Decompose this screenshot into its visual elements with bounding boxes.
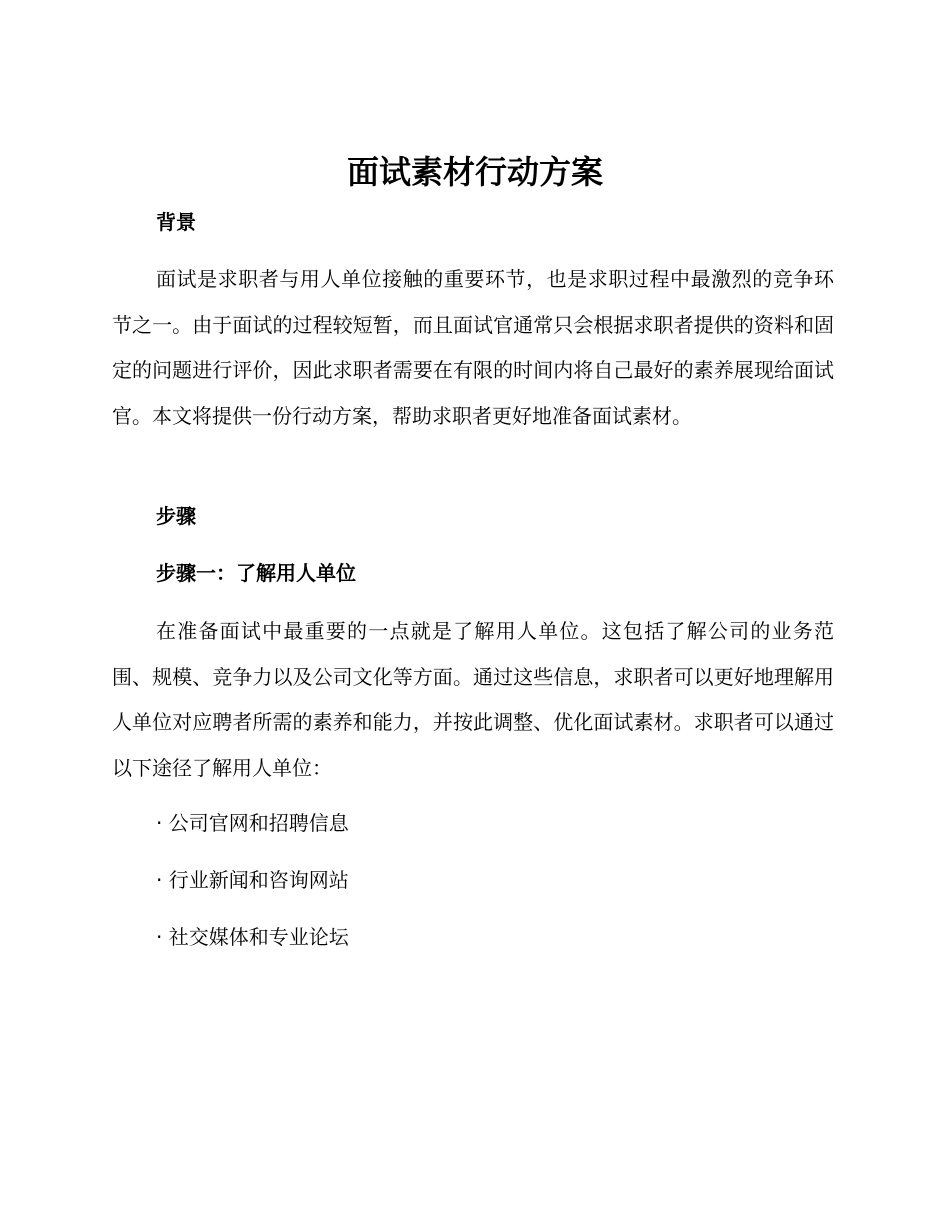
bullet-item: · 行业新闻和咨询网站: [156, 868, 349, 892]
section-heading-background: 背景: [156, 210, 196, 234]
paragraph-step-one: 在准备面试中最重要的一点就是了解用人单位。这包括了解公司的业务范围、规模、竞争力以及公司文化等方面。通过这些信息，求职者可以更好地理解用人单位对应聘者所需的素养和能力，并按此调整、优化面试素材。求职者可以通过以下途径了解用人单位：: [112, 619, 834, 780]
section-heading-steps: 步骤: [156, 504, 196, 528]
bullet-item: · 社交媒体和专业论坛: [156, 925, 349, 949]
paragraph-background: 面试是求职者与用人单位接触的重要环节，也是求职过程中最激烈的竞争环节之一。由于面试的过程较短暂，而且面试官通常只会根据求职者提供的资料和固定的问题进行评价，因此求职者需要在有限的时间内将自己最好的素养展现给面试官。本文将提供一份行动方案，帮助求职者更好地准备面试素材。: [112, 267, 834, 428]
document-title: 面试素材行动方案: [346, 153, 603, 191]
bullet-item: · 公司官网和招聘信息: [156, 811, 349, 835]
section-heading-step-one: 步骤一：了解用人单位: [156, 561, 356, 585]
